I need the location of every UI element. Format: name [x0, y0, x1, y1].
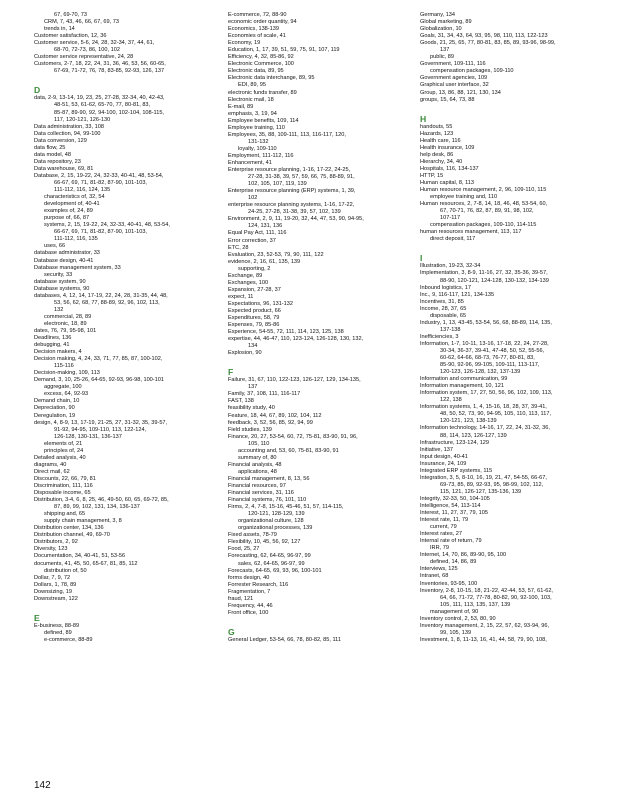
index-entry: Dollars, 1, 78, 89 [34, 581, 77, 588]
index-entry: Distribution, 3-4, 6, 8, 25, 46, 49-50, 60, 65, 69-72, 85, [34, 497, 169, 504]
index-subentry: purpose of, 66, 87 [44, 215, 90, 222]
index-column-1 [34, 12, 227, 644]
index-entry: Expenditures, 58, 79 [228, 315, 280, 322]
index-entry-continuation: 67, 69-70, 73 [54, 12, 87, 18]
index-entry: Economics, 138-139 [228, 26, 279, 33]
index-entry: databases, 4, 12, 14, 17-19, 22, 24, 28, 31-35, 44, 48, [34, 292, 168, 299]
index-entry: Flexibility, 10, 45, 56, 92, 127 [228, 539, 301, 546]
index-entry: Experience, 54-55, 72, 111, 114, 123, 125, 138 [228, 329, 344, 336]
index-entry: Exchange, 89 [228, 272, 263, 279]
index-entry-continuation: 126-128, 130-131, 136-137 [54, 433, 122, 440]
index-subentry: supporting, 2 [238, 265, 271, 272]
index-entry: Database, 2, 15, 19-22, 24, 32-33, 40-41, 48, 53-54, [34, 172, 164, 179]
index-subentry: principles of, 24 [44, 447, 84, 454]
index-entry: Goods, 21, 25, 65, 77, 80-81, 83, 85, 89, 93-96, 98-99, [420, 40, 556, 47]
index-entry: debugging, 41 [34, 342, 70, 349]
index-entry-continuation: 99, 105, 139 [440, 629, 472, 636]
index-entry: Integration, 3, 5, 8-10, 16, 19, 21, 47, 54-55, 66-67, [420, 474, 547, 481]
index-entry: Information and communication, 99 [420, 376, 508, 383]
index-entry: Hierarchy, 34, 40 [420, 158, 463, 165]
index-entry: Income, 28, 37, 65 [420, 305, 467, 312]
index-entry-continuation: 117, 120-121, 126-130 [54, 116, 111, 123]
index-subentry: CRM, 7, 43, 46, 66, 67, 69, 73 [44, 19, 119, 26]
index-subentry: excess, 64, 92-93 [44, 391, 89, 398]
index-entry: Financial services, 31, 116 [228, 490, 294, 497]
index-subentry: security, 33 [44, 271, 73, 278]
section-gap [34, 75, 227, 84]
index-entry: Intranet, 68 [420, 573, 449, 580]
index-entry: Demand chain, 10 [34, 398, 80, 405]
index-subentry: uses, 66 [44, 243, 66, 250]
index-entry: economic order quantity, 94 [228, 19, 297, 26]
index-entry: Family, 37, 108, 111, 116-117 [228, 391, 301, 398]
section-letter: G [228, 626, 235, 637]
index-entry: design, 4, 8-9, 13, 17-19, 21-25, 27, 31-32, 35, 39-57, [34, 419, 168, 426]
index-entry: Implementation, 3, 8-9, 11-16, 27, 32, 35-36, 39-57, [420, 270, 548, 277]
index-entry: Global marketing, 89 [420, 19, 472, 26]
section-gap [420, 104, 618, 113]
index-entry-continuation: 48-51, 53, 61-62, 65-70, 77, 80-81, 83, [54, 102, 151, 109]
index-subentry: public, 89 [430, 54, 454, 61]
index-subentry: defined, 14, 86, 89 [430, 559, 477, 566]
index-entry: Front office, 100 [228, 609, 269, 616]
index-entry: emphasis, 3, 19, 94 [228, 110, 277, 117]
index-entry-continuation: 53, 56, 62, 68, 77, 88-89, 92, 96, 102, 113, [54, 299, 160, 306]
index-entry: Expected product, 66 [228, 307, 281, 314]
index-entry: Information systems, 1, 4, 15-16, 18, 28, 37, 39-41, [420, 404, 547, 411]
index-entry: database system, 90 [34, 278, 86, 285]
index-entry: Direct mail, 62 [34, 468, 70, 475]
index-entry: Inbound logistics, 17 [420, 284, 471, 291]
index-entry: help desk, 86 [420, 151, 454, 158]
index-entry: Input design, 40-41 [420, 453, 468, 460]
index-entry: enterprise resource planning systems, 1-16, 17-22, [228, 202, 355, 209]
index-entry: Health care, 116 [420, 137, 461, 144]
index-entry-continuation: 120-121, 128-129, 139 [248, 511, 305, 518]
index-entry: data flow, 25 [34, 144, 66, 151]
index-entry: Depreciation, 90 [34, 405, 75, 412]
index-entry: Illustration, 19-23, 32-34 [420, 263, 481, 270]
index-entry: Explosion, 90 [228, 350, 262, 357]
index-subentry: current, 79 [430, 524, 457, 531]
section-letter: E [34, 612, 40, 623]
index-entry: Information, 1-7, 10-11, 13-16, 17-18, 22, 24, 27-28, [420, 340, 549, 347]
index-subentry: elements of, 21 [44, 440, 83, 447]
index-column-3 [420, 12, 618, 644]
index-entry-continuation: 134 [248, 343, 258, 350]
index-subentry: compensation packages, 109-110 [430, 68, 514, 75]
index-entry-continuation: 67-69, 71-72, 76, 78, 83-85, 92-93, 126, 137 [54, 68, 165, 75]
index-subentry: management of, 90 [430, 608, 479, 615]
index-entry: Fragmentation, 7 [228, 588, 271, 595]
index-entry: Expenses, 79, 85-86 [228, 322, 280, 329]
index-entry: Globalization, 10 [420, 26, 462, 33]
index-entry: Firms, 2, 4, 7-8, 15-16, 45-46, 51, 57, 114-115, [228, 504, 344, 511]
index-entry: Feature, 18, 44, 67, 89, 102, 104, 112 [228, 412, 322, 419]
index-entry: Government agencies, 109 [420, 75, 488, 82]
index-entry-continuation: 66-67, 69, 71, 81-82, 87-90, 101-103, [54, 179, 147, 186]
index-entry-continuation: 24-25, 27-28, 31-38, 39, 57, 102, 139 [248, 209, 341, 216]
index-subentry: electronic, 18, 89 [44, 320, 87, 327]
index-entry-continuation: 105, 110 [248, 440, 270, 447]
index-subentry: defined, 89 [44, 629, 72, 636]
index-entry-continuation: 115, 121, 126-127, 135-136, 139 [440, 488, 522, 495]
index-entry-continuation: 85-87, 89-90, 92, 94-100, 102-104, 108-115, [54, 109, 164, 116]
index-entry: Fixed assets, 78-79 [228, 532, 277, 539]
index-entry: Deadlines, 136 [34, 335, 72, 342]
index-entry-continuation: 137 [248, 384, 258, 391]
index-entry-continuation: 131-132 [248, 138, 269, 145]
index-entry-continuation: 102 [248, 195, 258, 202]
index-subentry: systems, 2, 15, 19-22, 24, 32-33, 40-41, 48, 53-54, [44, 222, 170, 229]
index-entry: handouts, 55 [420, 123, 453, 130]
index-entry: Inc., 9, 116-117, 121, 134-135 [420, 291, 495, 298]
section-letter: F [228, 367, 234, 378]
index-entry: Forecasting, 62, 64-65, 96-97, 99 [228, 553, 311, 560]
index-entry-continuation: 120-121, 123, 138-139 [440, 418, 497, 425]
index-entry: Economies of scale, 41 [228, 33, 286, 40]
index-entry: Distributors, 2, 92 [34, 539, 78, 546]
index-entry: Finance, 20, 27, 53-54, 60, 72, 75-81, 83-90, 91, 96, [228, 433, 358, 440]
index-entry-continuation: 67, 70-71, 76, 82, 87, 89, 91, 98, 102, [440, 208, 534, 215]
index-entry: E-business, 88-89 [34, 622, 80, 629]
index-entry: Efficiency, 4, 32, 85-86, 92 [228, 54, 294, 61]
index-entry-continuation: 48, 50, 52, 73, 90, 94-95, 105, 110, 113, 117, [440, 411, 552, 418]
index-entry: Disposable income, 65 [34, 490, 91, 497]
index-entry: Documentation, 34, 40-41, 51, 53-56 [34, 553, 126, 560]
index-entry: Incentives, 31, 85 [420, 298, 464, 305]
index-entry: Insurance, 24, 109 [420, 460, 467, 467]
index-entry: Food, 25, 27 [228, 546, 260, 553]
index-entry: Distribution center, 134, 136 [34, 525, 104, 532]
index-subentry: loyalty, 109-110 [238, 145, 277, 152]
index-entry: dates, 76, 79, 95-98, 101 [34, 327, 97, 334]
index-entry: Germany, 134 [420, 12, 456, 18]
index-entry: Enterprise resource planning (ERP) systems, 1, 39, [228, 188, 356, 195]
index-entry: Evaluation, 23, 52-53, 79, 90, 111, 122 [228, 251, 324, 258]
index-entry: Failure, 31, 67, 110, 122-123, 126-127, 129, 134-135, [228, 377, 361, 384]
index-entry: Health insurance, 109 [420, 144, 475, 151]
index-subentry: applications, 48 [238, 468, 277, 475]
index-entry: data model, 48 [34, 151, 72, 158]
index-entry: Inefficiencies, 3 [420, 333, 459, 340]
index-entry: Electronic data interchange, 89, 95 [228, 75, 315, 82]
index-entry-continuation: 120-123, 126-128, 132, 137-139 [440, 369, 521, 376]
index-entry: Enhancement, 41 [228, 159, 272, 166]
index-entry: Financial analysis, 48 [228, 461, 282, 468]
index-entry: Forecasts, 64-65, 69, 93, 96, 100-101 [228, 567, 322, 574]
section-letter: I [420, 253, 423, 264]
index-entry-continuation: 68-70, 72-73, 86, 100, 102 [54, 47, 120, 54]
index-entry: Information management, 10, 121 [420, 383, 504, 390]
index-entry: Information system, 17, 27, 50, 56, 96, 102, 109, 113, [420, 390, 553, 397]
index-entry: Customer service representative, 24, 28 [34, 54, 134, 61]
index-subentry: trends in, 14 [44, 26, 75, 33]
index-subentry: compensation packages, 109-110, 114-115 [430, 222, 537, 229]
index-entry: data, 2-9, 13-14, 19, 23, 25, 27-28, 32-34, 40, 42-43, [34, 95, 165, 102]
page-number: 142 [34, 780, 51, 791]
section-gap [34, 603, 227, 612]
index-subentry: direct deposit, 117 [430, 236, 476, 243]
index-entry: Interest rate, 11, 79 [420, 517, 469, 524]
index-entry: Employees, 35, 88, 109-111, 113, 116-117, 120, [228, 131, 346, 138]
index-entry: Hazards, 123 [420, 130, 454, 137]
index-entry: Human resource management, 2, 96, 109-110, 115 [420, 187, 547, 194]
index-entry: Database design, 40-41 [34, 257, 94, 264]
index-subentry: employee training and, 110 [430, 194, 498, 201]
index-entry: E-mail, 89 [228, 103, 254, 110]
index-entry: Field studies, 139 [228, 426, 272, 433]
index-entry-continuation: 60-62, 64-66, 68-73, 76-77, 80-81, 83, [440, 355, 535, 362]
index-entry: FAST, 138 [228, 398, 254, 405]
index-entry-continuation: 27-28, 31-38, 39, 57, 59, 66, 75, 88-89, 91, [248, 174, 355, 181]
index-entry: Inventory control, 2, 53, 80, 90 [420, 615, 496, 622]
index-entry-continuation: 64, 66, 71-72, 77-78, 80-82, 90, 92-100, 103, [440, 594, 552, 601]
section-gap [228, 357, 421, 366]
index-entry: Environment, 2, 9, 11, 19-20, 32, 44, 47, 53, 90, 94-95, [228, 216, 364, 223]
index-entry: Decision makers, 4 [34, 349, 82, 356]
index-entry: Detailed analysis, 40 [34, 454, 86, 461]
index-entry: groups, 15, 64, 73, 88 [420, 96, 475, 103]
index-subentry: IRR, 79 [430, 545, 449, 552]
index-entry: Dollar, 7, 9, 72 [34, 574, 71, 581]
index-subentry: organizational culture, 128 [238, 518, 304, 525]
index-entry: Government, 109-111, 116 [420, 61, 486, 68]
index-entry: Customer service, 5-6, 24, 28, 32-34, 37, 44, 61, [34, 40, 155, 47]
index-entry-continuation: 124, 131, 136 [248, 223, 283, 230]
index-entry: Industry, 1, 13, 43-45, 53-54, 56, 68, 88-89, 114, 135, [420, 319, 552, 326]
index-subentry: sales, 62, 64-65, 96-97, 99 [238, 560, 305, 567]
index-entry-continuation: 115-116 [54, 363, 74, 370]
index-subentry: accounting and, 53, 60, 75-81, 83-90, 91 [238, 447, 339, 454]
index-entry: Group, 13, 86, 88, 121, 130, 134 [420, 89, 501, 96]
index-entry-continuation: 111-112, 116, 135 [54, 236, 98, 243]
index-entry: documents, 41, 45, 50, 65-67, 81, 85, 112 [34, 560, 138, 567]
index-entry: Human resources, 2, 7-8, 14, 18, 46, 48, 53-54, 60, [420, 201, 548, 208]
index-subentry: shipping and, 65 [44, 511, 86, 518]
index-entry-continuation: 137 [440, 47, 450, 54]
index-entry: Graphical user interface, 32 [420, 82, 489, 89]
index-entry: Inventory management, 2, 15, 22, 57, 62, 93-94, 96, [420, 622, 550, 629]
index-entry-continuation: 102, 105, 107, 119, 139 [248, 181, 307, 188]
index-subentry: development of, 40-41 [44, 201, 100, 208]
index-entry: Downsizing, 19 [34, 588, 72, 595]
index-entry: Electronic data, 89, 95 [228, 68, 284, 75]
index-entry: Financial resources, 97 [228, 483, 286, 489]
index-entry: Investment, 1, 8, 11-13, 16, 41, 44, 58, 79, 90, 108, [420, 636, 547, 643]
index-entry: Employee training, 110 [228, 124, 285, 131]
index-entry: Goals, 31, 34, 43, 64, 93, 95, 98, 110, 113, 122-123 [420, 33, 548, 40]
index-entry: Integrated ERP systems, 115 [420, 467, 493, 474]
index-entry: Interest, 11, 27, 37, 79, 105 [420, 510, 489, 517]
index-entry: Financial management, 8, 13, 56 [228, 475, 310, 482]
index-subentry: aggregate, 100 [44, 384, 82, 391]
index-entry: expertise, 44, 46-47, 110, 123-124, 126-128, 130, 132, [228, 336, 364, 343]
index-entry-continuation: 66-67, 69, 71, 81-82, 87-90, 101-103, [54, 229, 147, 236]
index-entry: Expectations, 96, 131-132 [228, 300, 293, 307]
index-entry: Data repository, 23 [34, 158, 81, 165]
index-entry: General Ledger, 53-54, 66, 78, 80-82, 85, 111 [228, 636, 341, 643]
index-entry: diagrams, 40 [34, 461, 67, 468]
index-entry: HTTP, 15 [420, 172, 444, 179]
index-entry: ETC, 28 [228, 244, 249, 251]
index-entry: Economy, 19 [228, 40, 261, 47]
index-entry: Internet, 14, 70, 86, 89-90, 95, 100 [420, 552, 507, 559]
index-entry: Inventories, 93-95, 100 [420, 580, 478, 587]
index-entry: human resources management, 113, 117 [420, 229, 522, 236]
index-entry: Deregulation, 19 [34, 412, 76, 419]
index-entry: Financial systems, 76, 101, 110 [228, 497, 307, 504]
index-entry: Demand, 3, 10, 25-26, 64-65, 92-93, 96-98, 100-101 [34, 377, 164, 384]
index-entry-continuation: 107-117 [440, 215, 461, 222]
index-subentry: EDI, 89, 95 [238, 82, 266, 89]
section-letter: H [420, 113, 427, 124]
index-entry: fraud, 121 [228, 595, 254, 602]
index-entry: Frequency, 44, 46 [228, 602, 273, 609]
index-entry: Infrastructure, 123-124, 129 [420, 439, 490, 446]
index-entry: Enterprise resource planning, 1-16, 17-22, 24-25, [228, 167, 351, 174]
index-entry: Decision-making, 109, 113 [34, 370, 100, 377]
index-subentry: commercial, 28, 89 [44, 313, 92, 320]
index-entry: Distribution channel, 49, 69-70 [34, 532, 110, 539]
index-subentry: summary of, 80 [238, 454, 277, 461]
index-entry: Electronic Commerce, 100 [228, 61, 294, 68]
index-entry-continuation: 85-90, 92-96, 99-105, 109-111, 113-117, [440, 362, 540, 369]
index-entry: Customer satisfaction, 12, 36 [34, 33, 107, 40]
index-entry-continuation: 122, 138 [440, 397, 462, 404]
index-entry: Integrity, 32-33, 50, 104-105 [420, 495, 490, 502]
index-subentry: organizational processes, 139 [238, 525, 313, 532]
index-subentry: examples of, 24, 89 [44, 208, 93, 215]
section-letter: D [34, 85, 41, 96]
index-entry-continuation: 30-34, 36-37, 39-41, 47-48, 50, 52, 55-56, [440, 347, 545, 354]
index-entry-continuation: 69-73, 85, 89, 92-93, 95, 98-99, 102, 112, [440, 481, 544, 488]
index-entry: Customers, 2-7, 18, 22, 24, 31, 36, 46, 53, 56, 60-65, [34, 61, 166, 68]
index-entry: electronic funds transfer, 89 [228, 89, 297, 96]
index-entry: forms design, 40 [228, 574, 270, 581]
index-entry: expect, 11 [228, 293, 254, 300]
index-entry: evidence, 2, 16, 61, 135, 139 [228, 258, 301, 265]
index-entry: Expansion, 27-28, 37 [228, 286, 281, 293]
index-entry: Initiative, 137 [420, 446, 453, 453]
index-entry-continuation: 111-112, 116, 124, 135 [54, 187, 111, 194]
index-entry: Data collection, 94, 99-100 [34, 130, 101, 137]
index-entry: Intelligence, 54, 113-114 [420, 503, 481, 509]
index-entry: feedback, 3, 52, 56, 85, 92, 94, 99 [228, 419, 313, 426]
index-subentry: supply chain management, 3, 8 [44, 518, 122, 525]
index-entry: Electronic mail, 18 [228, 96, 274, 103]
index-entry: Information technology, 14-16, 17, 22, 24, 31-32, 36, [420, 425, 550, 432]
index-entry: Database management system, 33 [34, 264, 121, 271]
index-column-2 [228, 12, 421, 644]
index-entry: Inventory, 2-8, 10-15, 18, 21-22, 42-44, 53, 57, 61-62, [420, 587, 553, 594]
index-entry: database administrator, 33 [34, 250, 100, 257]
index-entry: Data conversion, 129 [34, 137, 87, 144]
index-entry: Equal Pay Act, 111, 116 [228, 230, 287, 237]
index-entry: Discounts, 22, 66, 79, 81 [34, 475, 96, 482]
index-subentry: characteristics of, 32, 54 [44, 194, 105, 201]
section-gap [228, 617, 421, 626]
index-entry-continuation: 91-92, 94-95, 109-110, 113, 122-124, [54, 426, 147, 433]
index-entry: Decision making, 4, 24, 33, 71, 77, 85, 87, 100-102, [34, 356, 163, 363]
index-entry: Downstream, 122 [34, 595, 78, 602]
index-entry: Exchanges, 100 [228, 279, 269, 286]
index-entry: Error correction, 37 [228, 237, 276, 244]
section-gap [420, 243, 618, 252]
index-entry: Hospitals, 116, 134-137 [420, 165, 479, 172]
index-entry: Forrester Research, 116 [228, 581, 289, 588]
index-subentry: disposable, 65 [430, 312, 467, 319]
index-entry-continuation: 88, 114, 123, 126-127, 139 [440, 432, 507, 439]
index-entry: Data administration, 33, 108 [34, 123, 104, 130]
index-entry: Employment, 111-112, 116 [228, 152, 294, 159]
index-entry: E-commerce, 72, 88-90 [228, 12, 287, 18]
index-entry-continuation: 87, 89, 99, 102, 131, 134, 136-137 [54, 504, 140, 511]
index-subentry: e-commerce, 88-89 [44, 636, 93, 643]
index-entry-continuation: 137-138 [440, 326, 461, 333]
index-entry: feasibility study, 40 [228, 405, 275, 412]
index-entry: Data warehouse, 69, 81 [34, 165, 94, 172]
index-entry: Diversity, 123 [34, 546, 68, 553]
index-entry: Database systems, 90 [34, 285, 90, 292]
index-entry: Interest rates, 27 [420, 531, 462, 538]
index-entry-continuation: 88-90, 120-121, 124-128, 130-132, 134-139 [440, 277, 549, 284]
index-entry-continuation: 105, 111, 113, 135, 137, 139 [440, 601, 511, 608]
index-entry: Internal rate of return, 79 [420, 538, 482, 545]
index-entry: Discrimination, 111, 116 [34, 483, 93, 489]
index-entry-continuation: 132 [54, 306, 64, 313]
index-entry: Human capital, 8, 113 [420, 179, 475, 186]
index-entry: Employee benefits, 109, 114 [228, 117, 299, 124]
index-entry: Interviews, 125 [420, 566, 458, 573]
index-subentry: distribution of, 50 [44, 567, 87, 574]
index-entry: Education, 1, 17, 39, 51, 59, 75, 91, 107, 119 [228, 47, 340, 54]
